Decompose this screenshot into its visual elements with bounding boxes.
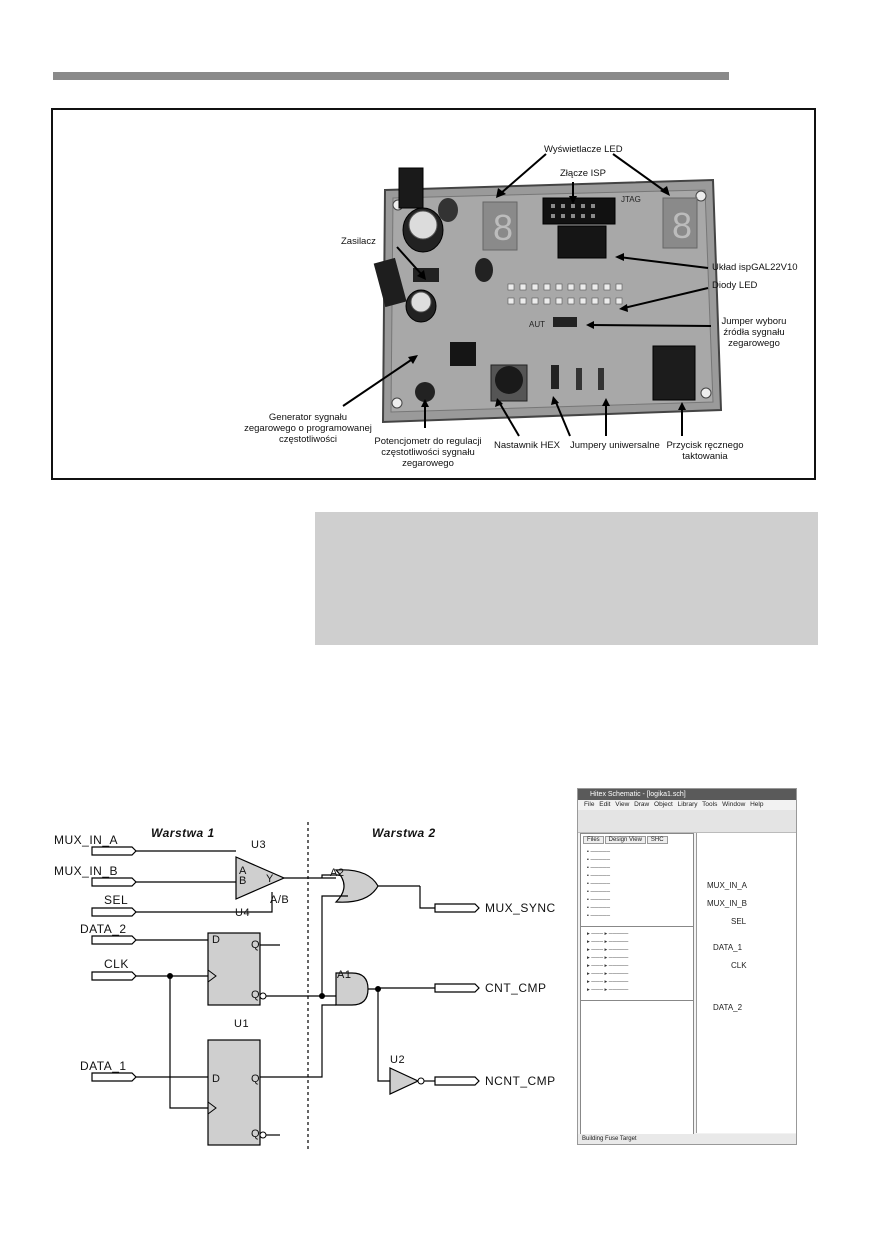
- label-potentiometer: Potencjometr do regulacji częstotliwości sygnału zegarowego: [374, 436, 482, 469]
- canvas-signal-mux-in-a: MUX_IN_A: [707, 881, 748, 890]
- pin-u4-nq: Q: [251, 989, 261, 1001]
- label-u1: U1: [234, 1018, 250, 1030]
- input-mux-in-a: MUX_IN_A: [54, 833, 119, 847]
- label-clock-generator: Generator sygnału zegarowego o programowanej częstotliwości: [244, 412, 372, 445]
- canvas-signal-mux-in-b: MUX_IN_B: [707, 899, 748, 908]
- label-a2: A2: [330, 867, 345, 879]
- pin-u4-d: D: [212, 934, 221, 946]
- power-jack: [399, 168, 423, 208]
- label-leds: Diody LED: [712, 280, 758, 291]
- pin-u1-nq: Q: [251, 1128, 261, 1140]
- label-led-displays: Wyświetlacze LED: [544, 144, 623, 155]
- input-data-1: DATA_1: [80, 1059, 127, 1073]
- output-terminals: [435, 904, 479, 1085]
- chip: [558, 226, 606, 258]
- jtag-silk: JTAG: [621, 195, 641, 204]
- output-ncnt-cmp: NCNT_CMP: [485, 1074, 556, 1088]
- pin-u1-d: D: [212, 1073, 221, 1085]
- input-sel: SEL: [104, 893, 129, 907]
- editor-toolbar-2[interactable]: [578, 821, 796, 833]
- label-clock-jumper: Jumper wyboru źródła sygnału zegarowego: [721, 316, 787, 349]
- label-chip: Układ ispGAL22V10: [712, 262, 798, 273]
- editor-menu[interactable]: File Edit View Draw Object Library Tools Window Help: [584, 801, 764, 808]
- tab-design-view[interactable]: Design View: [605, 836, 646, 844]
- svg-text:8: 8: [493, 207, 514, 248]
- label-isp-connector: Złącze ISP: [560, 168, 606, 179]
- pin-u4-q: Q: [251, 939, 261, 951]
- inverter-u2: [390, 1068, 418, 1094]
- label-hex-switch: Nastawnik HEX: [494, 440, 560, 451]
- input-clk: CLK: [104, 957, 129, 971]
- editor-title: Hitex Schematic - [logika1.sch]: [578, 789, 796, 800]
- gray-box: [315, 512, 818, 645]
- input-data-2: DATA_2: [80, 922, 127, 936]
- label-manual-button: Przycisk ręcznego taktowania: [666, 440, 744, 462]
- editor-tabs[interactable]: [583, 836, 669, 844]
- layer2-label: Warstwa 2: [372, 826, 436, 840]
- canvas-signal-data-2: DATA_2: [713, 1003, 743, 1012]
- layer1-label: Warstwa 1: [151, 826, 215, 840]
- board-illustration: [53, 110, 815, 478]
- pin-y: Y: [266, 873, 274, 885]
- pin-ab: A/B: [270, 894, 290, 906]
- output-cnt-cmp: CNT_CMP: [485, 981, 547, 995]
- editor-canvas[interactable]: [696, 833, 797, 1133]
- label-power-supply: Zasilacz: [341, 236, 376, 247]
- canvas-signal-sel: SEL: [731, 917, 747, 926]
- isp-header: [543, 198, 615, 224]
- manual-button: [653, 346, 695, 400]
- label-universal-jumpers: Jumpery uniwersalne: [570, 440, 660, 451]
- editor-status: Building Fuse Target: [578, 1134, 797, 1144]
- aut-silk: AUT: [529, 320, 545, 329]
- editor-symbol-list: ▸ ─── ▸ ───── ▸ ─── ▸ ───── ▸ ─── ▸ ───── ▸ ─── ▸ ───── ▸ ─── ▸ ───── ▸ ─── ▸ ───── ▸ ─── ▸ ───── ▸ ─── ▸ ─────: [587, 931, 629, 993]
- label-a1: A1: [337, 969, 352, 981]
- editor-file-list: ▪ ───── ▪ ───── ▪ ───── ▪ ───── ▪ ───── ▪ ───── ▪ ───── ▪ ───── ▪ ─────: [587, 849, 610, 919]
- top-rule: [53, 72, 729, 80]
- svg-text:8: 8: [672, 205, 693, 246]
- editor-left-panel: [580, 833, 694, 1135]
- tab-shc[interactable]: SHC: [647, 836, 668, 844]
- input-mux-in-b: MUX_IN_B: [54, 864, 119, 878]
- label-u3: U3: [251, 839, 267, 851]
- canvas-signal-data-1: DATA_1: [713, 943, 743, 952]
- tab-files[interactable]: Files: [583, 836, 604, 844]
- clock-jumper: [553, 317, 577, 327]
- label-u2: U2: [390, 1054, 406, 1066]
- editor-window: [577, 788, 797, 1145]
- pin-a: A: [239, 865, 247, 877]
- canvas-signal-clk: CLK: [731, 961, 747, 970]
- pin-b: B: [239, 875, 247, 887]
- output-mux-sync: MUX_SYNC: [485, 901, 556, 915]
- pin-u1-q: Q: [251, 1073, 261, 1085]
- label-u4: U4: [235, 907, 251, 919]
